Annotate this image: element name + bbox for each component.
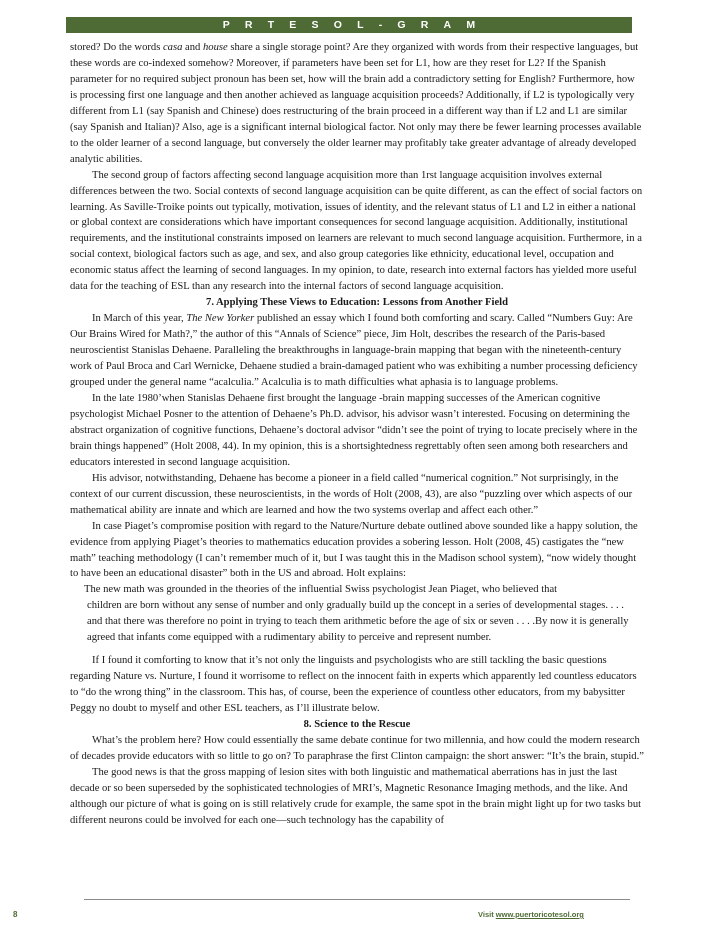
publication-title: The New Yorker [186, 313, 255, 325]
paragraph-internal-factors: stored? Do the words casa and house share a single storage point? Are they organized with words from their respective languages, but these words are co-indexed somehow? Moreover, if parameters have been set for L1, how are they reset for L2? If the Spanish parameter for no required subject pronoun has been set, how will the brain add a contradictory setting for English? Furthermore, how is processing first one language and then another achieved as language acquisition proceeds? Additionally, if L2 is typologically very different from L1 (say Spanish and Chinese) does restructuring of the brain proceed in a different way than if L2 and L1 are similar (say Spanish and Italian)? Also, age is a significant internal biological factor. Not only may there be fewer learning processes available to the older learner of a second language, but conversely the older learner may profitably take greater advantage of already developed analytic abilities. [70, 42, 642, 165]
paragraph-external-factors: The second group of factors affecting second language acquisition more than 1rst language acquisition involves external differences between the two. Social contexts of second language acquisition can be quite different, as can the effect of social factors on learning. As Saville-Troike points out typically, motivation, issues of identity, and the relevant status of L1 and L2 in either a national or global context are considerations which have important consequences for second language acquisition. Additionally, institutional requirements, and the institutional constraints imposed on learners are relevant to much second language acquisition. Furthermore, in a social context, biological factors such as age, and sex, and also group categories like ethnicity, educational level, occupation and economic status affect the learning of second languages. In my opinion, to date, research into external factors has yielded more useful data for the teaching of ESL than any research into the internal factors of second language acquisition. [70, 169, 643, 293]
paragraph-nature-nurture: If I found it comforting to know that it’s not only the linguists and psychologists who are still tackling the basic questions regarding Nature vs. Nurture, I found it worrisome to reflect on the innocent faith in experts which apparently led countless educators to “do the wrong thing” in the classroom. This has, of course, been the experience of countless other educators, from my babysitter Peggy no doubt to myself and other ESL teachers, as I’ll illustrate below. [70, 655, 637, 715]
paragraph-good-news: The good news is that the gross mapping of lesion sites with both linguistic and mathematical aberrations has in just the last decade or so been superseded by the sophisticated technologies of MRI’s, Magnetic Resonance Imaging methods, and the like. And although our picture of what is going on is still relatively crude for example, the same spot in the brain might light up for two tasks but different neurons could be involved for each one—such technology has the capability of [70, 766, 642, 826]
section-heading-7: 7. Applying These Views to Education: Lessons from Another Field [206, 297, 508, 309]
footer-visit-label: Visit [478, 910, 496, 919]
paragraph-piaget: In case Piaget’s compromise position with regard to the Nature/Nurture debate outlined above sounded like a happy solution, the evidence from applying Piaget’s theories to mathematics education provides a sobering lesson. Holt (2008, 45) castigates the “new math” teaching methodology (I can’t remember much of it, but I was taught this in the Madison school system), “now widely thought to have been an educational disaster” both in the US and abroad. Holt explains: [70, 520, 638, 580]
page-number: 8 [13, 910, 18, 919]
newsletter-banner: PRTESOL-GRAM [66, 17, 632, 33]
footer-visit [478, 910, 584, 919]
block-quote [70, 582, 644, 646]
word-house: house [203, 42, 228, 53]
footer-divider [84, 899, 630, 900]
paragraph-dehaene-advisor: In the late 1980’when Stanislas Dehaene first brought the language -brain mapping successes of the American cognitive psychologist Michael Posner to the attention of Dehaene’s Ph.D. advisor, his advisor wasn’t interested. Focusing on determining the abstract organization of cognitive functions, Dehaene’s doctoral advisor “didn’t see the point of trying to locate precisely where in the brain things happened” (Holt 2008, 44). In my opinion, this is a shortsightedness regrettably often seen among both researchers and educators interested in second language acquisition. [70, 392, 638, 468]
word-casa: casa [162, 42, 183, 53]
article-body [70, 40, 644, 829]
paragraph-numerical-cognition: His advisor, notwithstanding, Dehaene has become a pioneer in a field called “numerical cognition.” Not surprisingly, in the context of our current discussion, these neuroscientists, in the words of Holt (2008, 43), are also “puzzling over which aspects of our mathematical ability are innate and which are learned and how the two systems overlap and affect each other.” [70, 472, 633, 516]
paragraph-new-yorker: In March of this year, The New Yorker published an essay which I found both comforting and scary. Called “Numbers Guy: Are Our Brains Wired for Math?,” the author of this “Annals of Science” piece, Jim Holt, describes the research of the Paris-based neuroscientist Stanislas Dehaene. Paralleling the breakthroughs in language-brain mapping that began with the nineteenth-century work of Paul Broca and Carl Wernicke, Dehaene studied a brain-damaged patient who was exhibiting a number processing deficiency grouped under the general name “acalculia.” Acalculia is to math difficulties what aphasia is to language problems. [70, 313, 638, 389]
block-quote-line: The new math was grounded in the theories of the influential Swiss psychologist Jean Piaget, who believed that [84, 584, 558, 596]
paragraph-problem: What’s the problem here? How could essentially the same debate continue for two millennia, and how could the modern research of decades provide educators with so little to go on? To paraphrase the first Clinton campaign: the short answer: “It’s the brain, stupid.” [70, 734, 644, 762]
website-link[interactable]: www.puertoricotesol.org [495, 910, 584, 919]
spacer [70, 646, 644, 653]
block-quote-text: children are born without any sense of number and only gradually build up the concept in a series of developmental stages. . . . and that there was therefore no point in trying to teach them arithmetic before the age of six or seven . . . .By now it is generally agreed that infants come equipped with a rudimentary ability to perceive and represent number. [87, 600, 629, 644]
section-heading-8: 8. Science to the Rescue [303, 719, 411, 731]
